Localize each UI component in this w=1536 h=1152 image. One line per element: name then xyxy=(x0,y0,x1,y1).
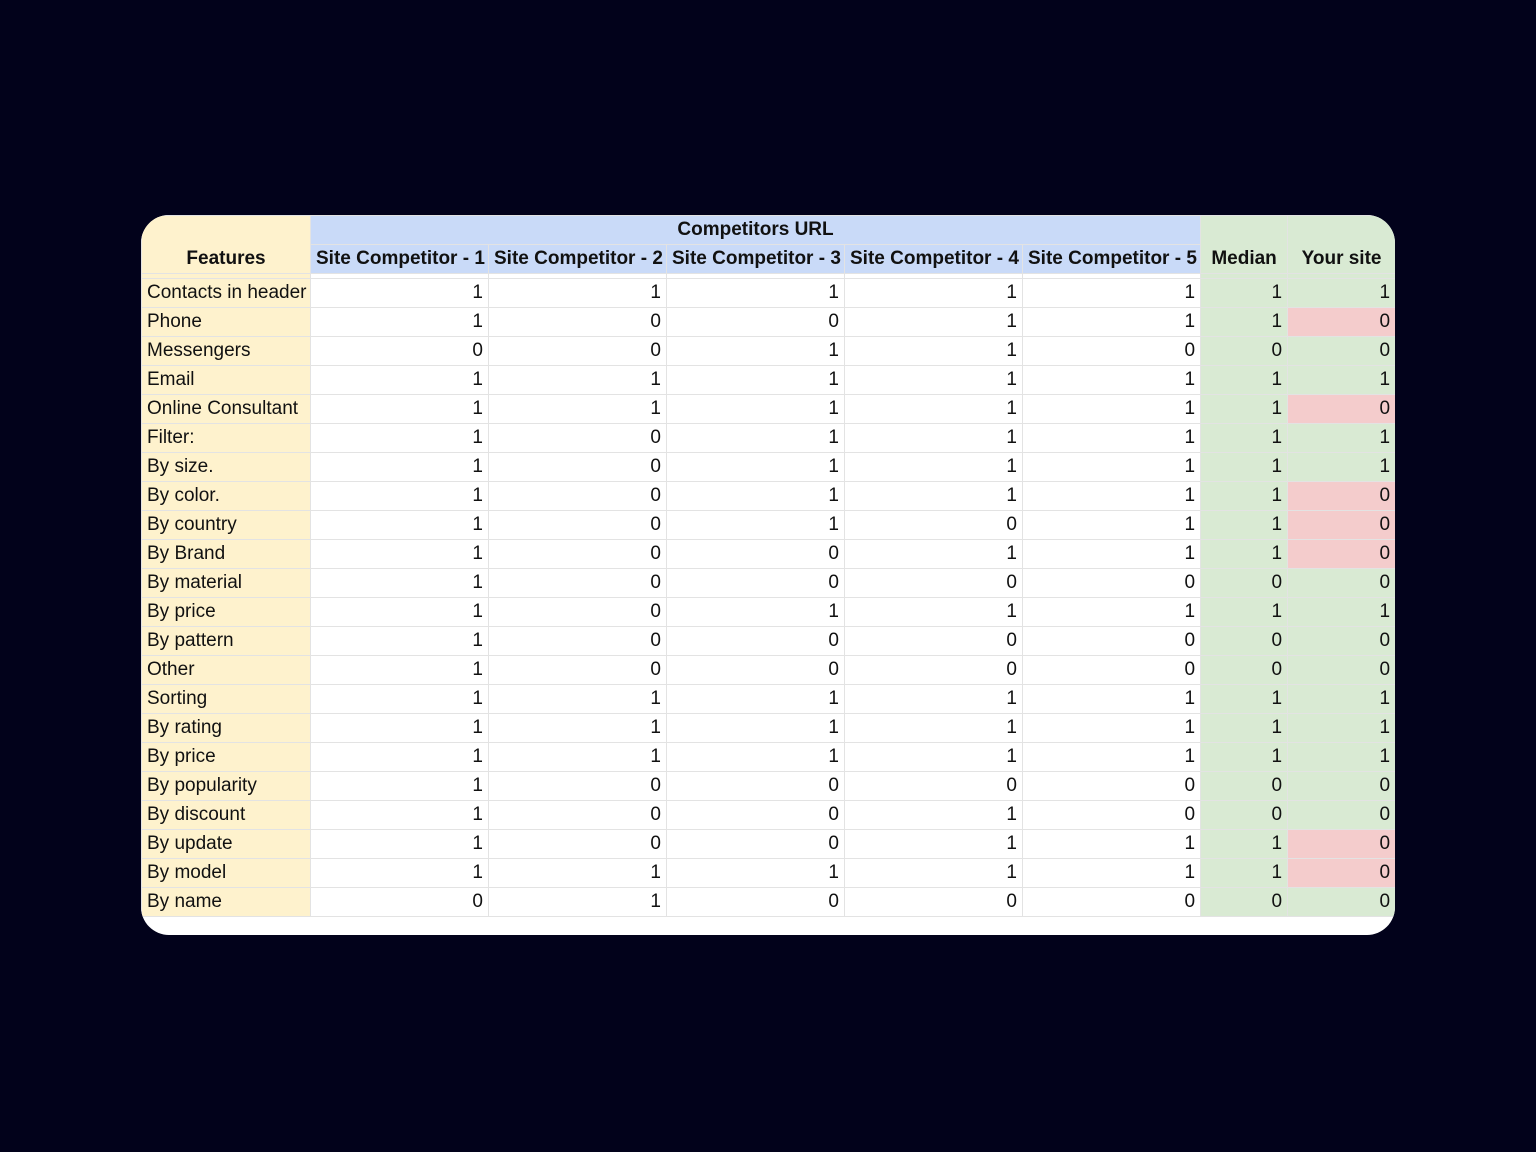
competitor-value-cell[interactable]: 0 xyxy=(667,801,845,830)
yoursite-cell[interactable]: 1 xyxy=(1288,279,1395,308)
competitor-value-cell[interactable]: 1 xyxy=(311,482,489,511)
table-row xyxy=(142,656,1396,685)
competitor-value-cell[interactable]: 1 xyxy=(667,395,845,424)
table-row xyxy=(142,598,1396,627)
yoursite-cell[interactable]: 0 xyxy=(1288,859,1395,888)
yoursite-cell[interactable]: 1 xyxy=(1288,453,1395,482)
competitor-header[interactable]: Site Competitor - 5 xyxy=(1023,245,1201,274)
competitor-value-cell[interactable]: 1 xyxy=(311,598,489,627)
competitor-value-cell[interactable]: 1 xyxy=(311,308,489,337)
competitor-value-cell[interactable]: 1 xyxy=(311,569,489,598)
competitor-value-cell[interactable]: 0 xyxy=(489,627,667,656)
median-cell[interactable]: 1 xyxy=(1201,859,1288,888)
yoursite-cell[interactable]: 0 xyxy=(1288,308,1395,337)
competitor-value-cell[interactable]: 1 xyxy=(845,366,1023,395)
feature-cell[interactable]: Filter: xyxy=(142,424,311,453)
table-row xyxy=(142,395,1396,424)
competitor-value-cell[interactable]: 1 xyxy=(1023,453,1201,482)
competitor-value-cell[interactable]: 0 xyxy=(489,569,667,598)
yoursite-cell[interactable]: 0 xyxy=(1288,569,1395,598)
features-header-cell[interactable] xyxy=(142,216,311,274)
yoursite-cell[interactable]: 1 xyxy=(1288,366,1395,395)
feature-cell[interactable]: By size. xyxy=(142,453,311,482)
competitor-value-cell[interactable]: 1 xyxy=(489,395,667,424)
competitor-value-cell[interactable]: 1 xyxy=(489,859,667,888)
competitor-value-cell[interactable]: 0 xyxy=(311,888,489,917)
median-cell[interactable]: 0 xyxy=(1201,656,1288,685)
competitor-value-cell[interactable]: 1 xyxy=(845,453,1023,482)
spreadsheet-card xyxy=(141,215,1395,935)
table-row xyxy=(142,424,1396,453)
competitor-value-cell[interactable]: 1 xyxy=(845,743,1023,772)
competitor-value-cell[interactable]: 0 xyxy=(667,569,845,598)
median-cell[interactable]: 0 xyxy=(1201,801,1288,830)
competitor-value-cell[interactable]: 1 xyxy=(311,714,489,743)
feature-cell[interactable]: Email xyxy=(142,366,311,395)
competitor-value-cell[interactable]: 1 xyxy=(667,598,845,627)
competitor-value-cell[interactable]: 1 xyxy=(311,279,489,308)
yoursite-cell[interactable]: 0 xyxy=(1288,482,1395,511)
competitor-value-cell[interactable]: 0 xyxy=(667,772,845,801)
yoursite-cell[interactable]: 0 xyxy=(1288,888,1395,917)
feature-cell[interactable]: Online Consultant xyxy=(142,395,311,424)
feature-cell[interactable]: By rating xyxy=(142,714,311,743)
competitor-value-cell[interactable]: 0 xyxy=(489,656,667,685)
competitor-value-cell[interactable]: 1 xyxy=(489,743,667,772)
feature-cell[interactable]: By name xyxy=(142,888,311,917)
median-cell[interactable]: 1 xyxy=(1201,482,1288,511)
competitor-value-cell[interactable]: 1 xyxy=(845,598,1023,627)
feature-cell[interactable]: By pattern xyxy=(142,627,311,656)
feature-cell[interactable]: By country xyxy=(142,511,311,540)
yoursite-cell[interactable]: 0 xyxy=(1288,395,1395,424)
competitor-value-cell[interactable]: 0 xyxy=(667,888,845,917)
competitor-value-cell[interactable]: 1 xyxy=(1023,859,1201,888)
competitors-group-header[interactable]: Competitors URL xyxy=(311,216,1201,245)
yoursite-header[interactable]: Your site xyxy=(1288,216,1395,274)
table-row xyxy=(142,627,1396,656)
yoursite-cell[interactable]: 0 xyxy=(1288,801,1395,830)
competitor-value-cell[interactable]: 1 xyxy=(1023,511,1201,540)
median-cell[interactable]: 0 xyxy=(1201,337,1288,366)
competitor-value-cell[interactable]: 0 xyxy=(667,540,845,569)
yoursite-cell[interactable]: 0 xyxy=(1288,511,1395,540)
competitor-value-cell[interactable]: 1 xyxy=(1023,540,1201,569)
competitor-value-cell[interactable]: 1 xyxy=(311,859,489,888)
competitor-value-cell[interactable]: 0 xyxy=(489,830,667,859)
competitor-value-cell[interactable]: 1 xyxy=(845,685,1023,714)
median-cell[interactable]: 1 xyxy=(1201,598,1288,627)
competitor-value-cell[interactable]: 0 xyxy=(667,308,845,337)
competitor-value-cell[interactable]: 1 xyxy=(489,888,667,917)
competitor-value-cell[interactable]: 1 xyxy=(667,279,845,308)
competitor-value-cell[interactable]: 0 xyxy=(1023,627,1201,656)
table-row xyxy=(142,337,1396,366)
competitor-value-cell[interactable]: 0 xyxy=(311,337,489,366)
median-cell[interactable]: 1 xyxy=(1201,685,1288,714)
competitor-value-cell[interactable]: 0 xyxy=(489,511,667,540)
competitor-value-cell[interactable]: 1 xyxy=(1023,830,1201,859)
competitor-value-cell[interactable]: 1 xyxy=(845,830,1023,859)
competitor-value-cell[interactable]: 1 xyxy=(845,540,1023,569)
yoursite-cell[interactable]: 1 xyxy=(1288,685,1395,714)
competitor-value-cell[interactable]: 0 xyxy=(489,540,667,569)
competitor-value-cell[interactable]: 1 xyxy=(1023,395,1201,424)
competitor-value-cell[interactable]: 1 xyxy=(311,540,489,569)
competitor-value-cell[interactable]: 1 xyxy=(489,685,667,714)
table-row xyxy=(142,279,1396,308)
competitor-header[interactable]: Site Competitor - 2 xyxy=(489,245,667,274)
table-row xyxy=(142,540,1396,569)
table-row xyxy=(142,801,1396,830)
median-cell[interactable]: 1 xyxy=(1201,743,1288,772)
competitor-value-cell[interactable]: 0 xyxy=(667,830,845,859)
yoursite-cell[interactable]: 0 xyxy=(1288,656,1395,685)
median-cell[interactable]: 1 xyxy=(1201,511,1288,540)
competitor-value-cell[interactable]: 1 xyxy=(845,424,1023,453)
median-cell[interactable]: 1 xyxy=(1201,830,1288,859)
competitor-value-cell[interactable]: 0 xyxy=(1023,888,1201,917)
competitor-value-cell[interactable]: 1 xyxy=(311,685,489,714)
features-header-label: Features xyxy=(186,248,266,269)
competitor-value-cell[interactable]: 0 xyxy=(489,453,667,482)
competitor-value-cell[interactable]: 0 xyxy=(1023,772,1201,801)
competitor-value-cell[interactable]: 1 xyxy=(311,511,489,540)
yoursite-cell[interactable]: 0 xyxy=(1288,627,1395,656)
table-row xyxy=(142,453,1396,482)
competitor-header[interactable]: Site Competitor - 3 xyxy=(667,245,845,274)
feature-cell[interactable]: Messengers xyxy=(142,337,311,366)
competitor-value-cell[interactable]: 0 xyxy=(489,424,667,453)
feature-cell[interactable]: Phone xyxy=(142,308,311,337)
yoursite-cell[interactable]: 1 xyxy=(1288,743,1395,772)
competitor-value-cell[interactable]: 1 xyxy=(1023,714,1201,743)
median-header[interactable]: Median xyxy=(1201,216,1288,274)
median-cell[interactable]: 1 xyxy=(1201,714,1288,743)
competitor-value-cell[interactable]: 0 xyxy=(1023,656,1201,685)
comparison-table xyxy=(141,215,1395,917)
competitor-value-cell[interactable]: 0 xyxy=(845,627,1023,656)
competitor-value-cell[interactable]: 1 xyxy=(845,308,1023,337)
competitor-value-cell[interactable]: 1 xyxy=(667,337,845,366)
competitor-value-cell[interactable]: 1 xyxy=(667,482,845,511)
competitor-value-cell[interactable]: 1 xyxy=(1023,685,1201,714)
median-cell[interactable]: 1 xyxy=(1201,279,1288,308)
competitor-value-cell[interactable]: 0 xyxy=(667,627,845,656)
competitor-value-cell[interactable]: 1 xyxy=(311,830,489,859)
median-cell[interactable]: 1 xyxy=(1201,424,1288,453)
table-row xyxy=(142,569,1396,598)
competitor-value-cell[interactable]: 0 xyxy=(845,772,1023,801)
yoursite-cell[interactable]: 0 xyxy=(1288,337,1395,366)
competitor-value-cell[interactable]: 1 xyxy=(845,714,1023,743)
competitor-value-cell[interactable]: 1 xyxy=(311,366,489,395)
table-row xyxy=(142,888,1396,917)
competitor-value-cell[interactable]: 1 xyxy=(489,279,667,308)
competitor-value-cell[interactable]: 1 xyxy=(667,453,845,482)
competitor-value-cell[interactable]: 1 xyxy=(845,859,1023,888)
median-cell[interactable]: 1 xyxy=(1201,308,1288,337)
competitor-value-cell[interactable]: 1 xyxy=(311,656,489,685)
yoursite-cell[interactable]: 1 xyxy=(1288,598,1395,627)
table-row xyxy=(142,482,1396,511)
feature-cell[interactable]: Other xyxy=(142,656,311,685)
competitor-value-cell[interactable]: 1 xyxy=(311,772,489,801)
yoursite-cell[interactable]: 1 xyxy=(1288,714,1395,743)
feature-cell[interactable]: Contacts in header xyxy=(142,279,311,308)
competitor-header[interactable]: Site Competitor - 4 xyxy=(845,245,1023,274)
table-row xyxy=(142,859,1396,888)
competitor-value-cell[interactable]: 1 xyxy=(311,743,489,772)
median-cell[interactable]: 1 xyxy=(1201,395,1288,424)
median-cell[interactable]: 1 xyxy=(1201,540,1288,569)
table-row xyxy=(142,830,1396,859)
competitor-value-cell[interactable]: 1 xyxy=(311,453,489,482)
feature-cell[interactable]: By color. xyxy=(142,482,311,511)
yoursite-cell[interactable]: 0 xyxy=(1288,772,1395,801)
competitor-value-cell[interactable]: 1 xyxy=(311,627,489,656)
median-cell[interactable]: 1 xyxy=(1201,453,1288,482)
competitor-value-cell[interactable]: 1 xyxy=(845,482,1023,511)
competitor-value-cell[interactable]: 1 xyxy=(1023,482,1201,511)
competitor-value-cell[interactable]: 0 xyxy=(489,308,667,337)
competitor-value-cell[interactable]: 1 xyxy=(845,337,1023,366)
table-row xyxy=(142,772,1396,801)
competitor-value-cell[interactable]: 1 xyxy=(489,714,667,743)
competitor-value-cell[interactable]: 0 xyxy=(1023,337,1201,366)
table-row xyxy=(142,511,1396,540)
competitor-value-cell[interactable]: 0 xyxy=(489,772,667,801)
competitor-value-cell[interactable]: 1 xyxy=(1023,308,1201,337)
competitor-value-cell[interactable]: 0 xyxy=(845,656,1023,685)
competitor-value-cell[interactable]: 0 xyxy=(489,337,667,366)
feature-cell[interactable]: By price xyxy=(142,743,311,772)
competitor-value-cell[interactable]: 0 xyxy=(845,888,1023,917)
competitor-value-cell[interactable]: 1 xyxy=(311,424,489,453)
competitor-value-cell[interactable]: 1 xyxy=(489,366,667,395)
median-cell[interactable]: 0 xyxy=(1201,569,1288,598)
feature-cell[interactable]: By popularity xyxy=(142,772,311,801)
competitor-value-cell[interactable]: 1 xyxy=(667,859,845,888)
competitor-value-cell[interactable]: 1 xyxy=(1023,598,1201,627)
competitor-value-cell[interactable]: 1 xyxy=(667,424,845,453)
competitor-value-cell[interactable]: 1 xyxy=(667,366,845,395)
competitor-value-cell[interactable]: 0 xyxy=(1023,801,1201,830)
competitor-value-cell[interactable]: 1 xyxy=(667,685,845,714)
competitor-value-cell[interactable]: 1 xyxy=(1023,743,1201,772)
competitor-value-cell[interactable]: 1 xyxy=(667,743,845,772)
competitor-value-cell[interactable]: 0 xyxy=(845,511,1023,540)
competitor-value-cell[interactable]: 1 xyxy=(311,395,489,424)
competitor-value-cell[interactable]: 1 xyxy=(1023,424,1201,453)
competitor-value-cell[interactable]: 0 xyxy=(489,801,667,830)
competitor-value-cell[interactable]: 0 xyxy=(489,598,667,627)
table-row xyxy=(142,714,1396,743)
feature-cell[interactable]: By price xyxy=(142,598,311,627)
competitor-value-cell[interactable]: 1 xyxy=(1023,366,1201,395)
competitor-value-cell[interactable]: 1 xyxy=(667,511,845,540)
table-body xyxy=(142,279,1396,917)
competitor-value-cell[interactable]: 0 xyxy=(1023,569,1201,598)
feature-cell[interactable]: By Brand xyxy=(142,540,311,569)
competitor-header[interactable]: Site Competitor - 1 xyxy=(311,245,489,274)
competitor-value-cell[interactable]: 1 xyxy=(845,801,1023,830)
feature-cell[interactable]: By material xyxy=(142,569,311,598)
table-row xyxy=(142,366,1396,395)
yoursite-cell[interactable]: 1 xyxy=(1288,424,1395,453)
table-row xyxy=(142,308,1396,337)
table-row xyxy=(142,685,1396,714)
competitor-value-cell[interactable]: 0 xyxy=(667,656,845,685)
feature-cell[interactable]: By update xyxy=(142,830,311,859)
feature-cell[interactable]: By discount xyxy=(142,801,311,830)
yoursite-cell[interactable]: 0 xyxy=(1288,830,1395,859)
feature-cell[interactable]: Sorting xyxy=(142,685,311,714)
competitor-value-cell[interactable]: 0 xyxy=(489,482,667,511)
yoursite-cell[interactable]: 0 xyxy=(1288,540,1395,569)
competitor-value-cell[interactable]: 1 xyxy=(1023,279,1201,308)
feature-cell[interactable]: By model xyxy=(142,859,311,888)
competitor-value-cell[interactable]: 1 xyxy=(667,714,845,743)
median-cell[interactable]: 0 xyxy=(1201,772,1288,801)
median-cell[interactable]: 0 xyxy=(1201,627,1288,656)
competitor-value-cell[interactable]: 1 xyxy=(845,395,1023,424)
competitor-value-cell[interactable]: 1 xyxy=(845,279,1023,308)
competitor-value-cell[interactable]: 1 xyxy=(311,801,489,830)
competitor-value-cell[interactable]: 0 xyxy=(845,569,1023,598)
median-cell[interactable]: 0 xyxy=(1201,888,1288,917)
median-cell[interactable]: 1 xyxy=(1201,366,1288,395)
table-row xyxy=(142,743,1396,772)
